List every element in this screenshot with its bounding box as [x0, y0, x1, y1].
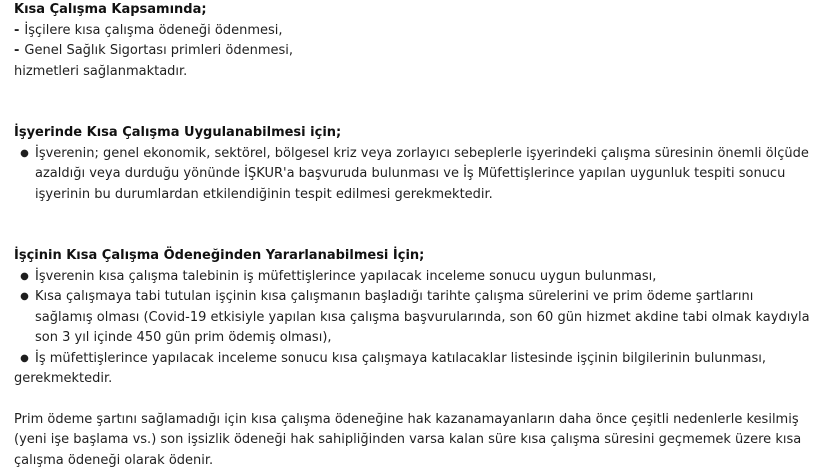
bullet-item: [14, 267, 814, 288]
paragraph-line: Prim ödeme şartını sağlamadığı için kısa çalışma ödeneğine hak kazanamayanların daha önce çeşitli nedenlerle kesilmiş: [14, 410, 814, 431]
list-item-text: Genel Sağlık Sigortası primleri ödenmesi,: [24, 43, 293, 58]
bullet-text-line: sağlamış olması (Covid-19 etkisiyle yapılan kısa çalışma başvurularında, son 60 gün hizmet akdine tabi olmak kaydıyla: [35, 308, 810, 329]
bullet-text-line: İşverenin; genel ekonomik, sektörel, bölgesel kriz veya zorlayıcı sebeplerle işyerindeki çalışma süresinin önemli ölçüde: [35, 144, 809, 165]
bullet-icon: ●: [14, 267, 35, 288]
continuation-text: gerekmektedir.: [14, 369, 814, 390]
bullet-text-line: İş müfettişlerince yapılacak inceleme sonucu kısa çalışmaya katılacaklar listesinde işçinin bilgilerinin bulunması,: [35, 349, 766, 370]
dash-marker: -: [14, 23, 19, 38]
bullet-text-line: son 3 yıl içinde 450 gün prim ödemiş olması),: [35, 328, 810, 349]
bullet-text-line: işyerinin bu durumlardan etkilendiğinin tespit edilmesi gerekmektedir.: [35, 185, 809, 206]
paragraph-line: (yeni işe başlama vs.) son işsizlik ödeneği hak sahipliğinden varsa kalan süre kısa çalışma süresini geçmemek üzere kısa: [14, 430, 814, 451]
dash-marker: -: [14, 43, 19, 58]
paragraph-line: çalışma ödeneği olarak ödenir.: [14, 451, 814, 471]
dash-list-item: [14, 21, 814, 42]
bullet-item: [14, 287, 814, 349]
bullet-text-line: azaldığı veya durduğu yönünde İŞKUR'a başvuruda bulunması ve İş Müfettişlerince yapılan uygunluk tespiti sonucu: [35, 164, 809, 185]
section-heading-iscinin-kisa-calisma: İşçinin Kısa Çalışma Ödeneğinden Yararlanabilmesi İçin;: [14, 246, 814, 267]
bullet-icon: ●: [14, 287, 35, 308]
section-heading-kisa-calisma-kapsaminda: Kısa Çalışma Kapsamında;: [14, 0, 814, 21]
bullet-text-line: Kısa çalışmaya tabi tutulan işçinin kısa çalışmanın başladığı tarihte çalışma sürelerini ve prim ödeme şartlarını: [35, 287, 810, 308]
bullet-text-line: İşverenin kısa çalışma talebinin iş müfettişlerince yapılacak inceleme sonucu uygun bulunması,: [35, 267, 656, 288]
document-body: [14, 0, 814, 471]
list-item-text: İşçilere kısa çalışma ödeneği ödenmesi,: [24, 23, 282, 38]
bullet-icon: ●: [14, 144, 35, 165]
bullet-icon: ●: [14, 349, 35, 370]
bullet-item: [14, 349, 814, 370]
dash-list-item: [14, 41, 814, 62]
section-heading-isyerinde-kisa-calisma: İşyerinde Kısa Çalışma Uygulanabilmesi için;: [14, 123, 814, 144]
bullet-item: [14, 144, 814, 206]
closing-text: hizmetleri sağlanmaktadır.: [14, 62, 814, 83]
